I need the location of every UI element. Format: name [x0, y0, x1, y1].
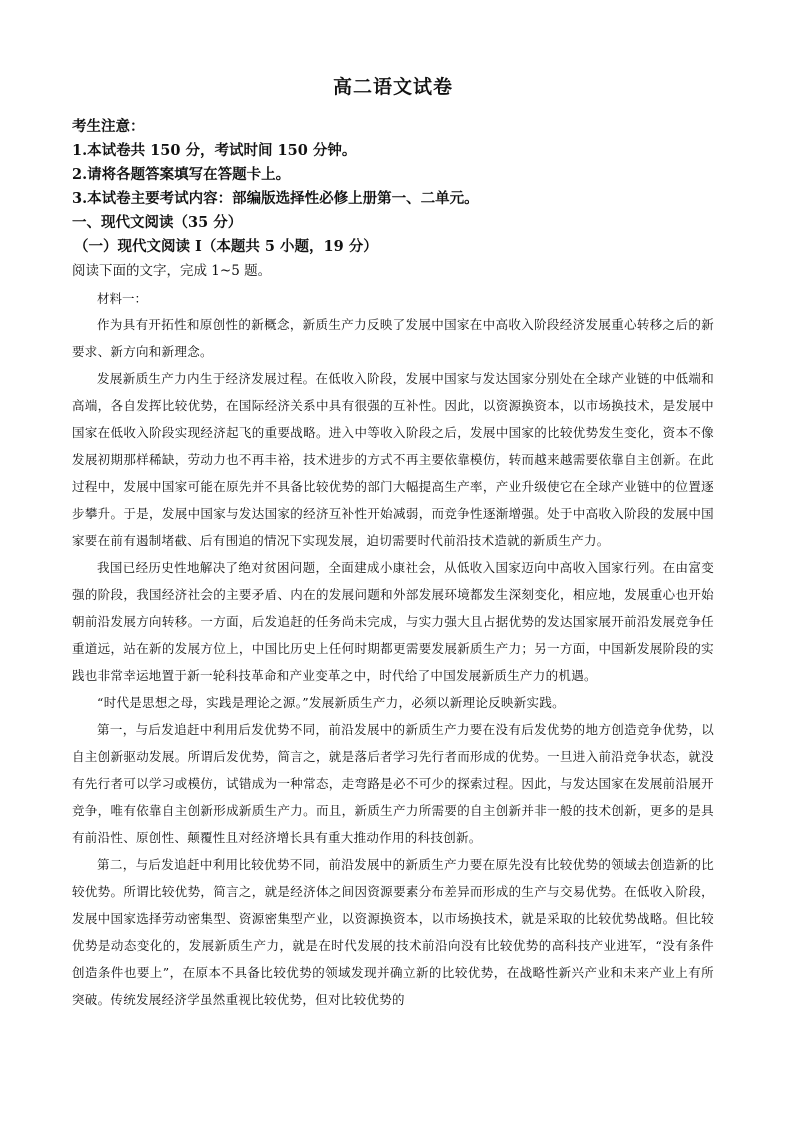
notice-item: 3.本试卷主要考试内容：部编版选择性必修上册第一、二单元。	[72, 190, 479, 207]
candidate-notice	[72, 115, 714, 211]
page-title: 高二语文试卷	[332, 76, 453, 98]
reading-instruction: 阅读下面的文字，完成 1~5 题。	[72, 263, 272, 279]
section-title: 一、现代文阅读（35 分）	[72, 214, 243, 231]
subsection-title: （一）现代文阅读 I（本题共 5 小题，19 分）	[74, 238, 378, 255]
paragraph: 我国已经历史性地解决了绝对贫困问题，全面建成小康社会，从低收入国家迈向中高收入国家行列。在由富变强的阶段，我国经济社会的主要矛盾、内在的发展问题和外部发展环境都发生深刻变化，相应地，发展重心也开始朝前沿发展方向转移。一方面，后发追赶的任务尚未完成，与实力强大且占据优势的发达国家展开前沿发展竞争任重道远，站在新的发展方位上，中国比历史上任何时期都更需要发展新质生产力；另一方面，中国新发展阶段的实践也非常幸运地置于新一轮科技革命和产业变革之中，时代给了中国发展新质生产力的机遇。	[72, 560, 714, 683]
reading-material	[72, 311, 714, 1013]
paragraph: 作为具有开拓性和原创性的新概念，新质生产力反映了发展中国家在中高收入阶段经济发展重心转移之后的新要求、新方向和新理念。	[72, 317, 714, 359]
paragraph: 发展新质生产力内生于经济发展过程。在低收入阶段，发展中国家与发达国家分别处在全球产业链的中低端和高端，各自发挥比较优势，在国际经济关系中具有很强的互补性。因此，以资源换资本，以市场换技术，是发展中国家在低收入阶段实现经济起飞的重要战略。进入中等收入阶段之后，发展中国家的比较优势发生变化，资本不像发展初期那样稀缺，劳动力也不再丰裕，技术进步的方式不再主要依靠模仿，转而越来越需要依靠自主创新。在此过程中，发展中国家可能在原先并不具备比较优势的部门大幅提高生产率，产业升级使它在全球产业链中的位置逐步攀升。于是，发展中国家与发达国家的经济互补性开始减弱，而竞争性逐渐增强。处于中高收入阶段的发展中国家要在前有遏制堵截、后有围追的情况下实现发展，迫切需要时代前沿技术造就的新质生产力。	[72, 371, 714, 548]
paragraph: 第一，与后发追赶中利用后发优势不同，前沿发展中的新质生产力要在没有后发优势的地方创造竞争优势，以自主创新驱动发展。所谓后发优势，简言之，就是落后者学习先行者而形成的优势。一旦进入前沿竞争状态，就没有先行者可以学习或模仿，试错成为一种常态，走弯路是必不可少的探索过程。因此，与发达国家在发展前沿展开竞争，唯有依靠自主创新形成新质生产力。而且，新质生产力所需要的自主创新并非一般的技术创新，更多的是具有前沿性、原创性、颠覆性且对经济增长具有重大推动作用的科技创新。	[72, 722, 714, 845]
paragraph: 第二，与后发追赶中利用比较优势不同，前沿发展中的新质生产力要在原先没有比较优势的领域去创造新的比较优势。所谓比较优势，简言之，就是经济体之间因资源要素分布差异而形成的生产与交易优势。在低收入阶段，发展中国家选择劳动密集型、资源密集型产业，以资源换资本，以市场换技术，就是采取的比较优势战略。但比较优势是动态变化的，发展新质生产力，就是在时代发展的技术前沿向没有比较优势的高科技产业进军，“没有条件创造条件也要上”，在原本不具备比较优势的领域发现并确立新的比较优势，在战略性新兴产业和未来产业上有所突破。传统发展经济学虽然重视比较优势，但对比较优势的	[72, 857, 714, 1007]
paragraph: “时代是思想之母，实践是理论之源。”发展新质生产力，必须以新理论反映新实践。	[97, 695, 565, 710]
material-label: 材料一：	[97, 291, 148, 306]
notice-heading: 考生注意：	[72, 118, 145, 135]
notice-item: 1.本试卷共 150 分，考试时间 150 分钟。	[72, 142, 357, 159]
notice-item: 2.请将各题答案填写在答题卡上。	[72, 166, 291, 183]
